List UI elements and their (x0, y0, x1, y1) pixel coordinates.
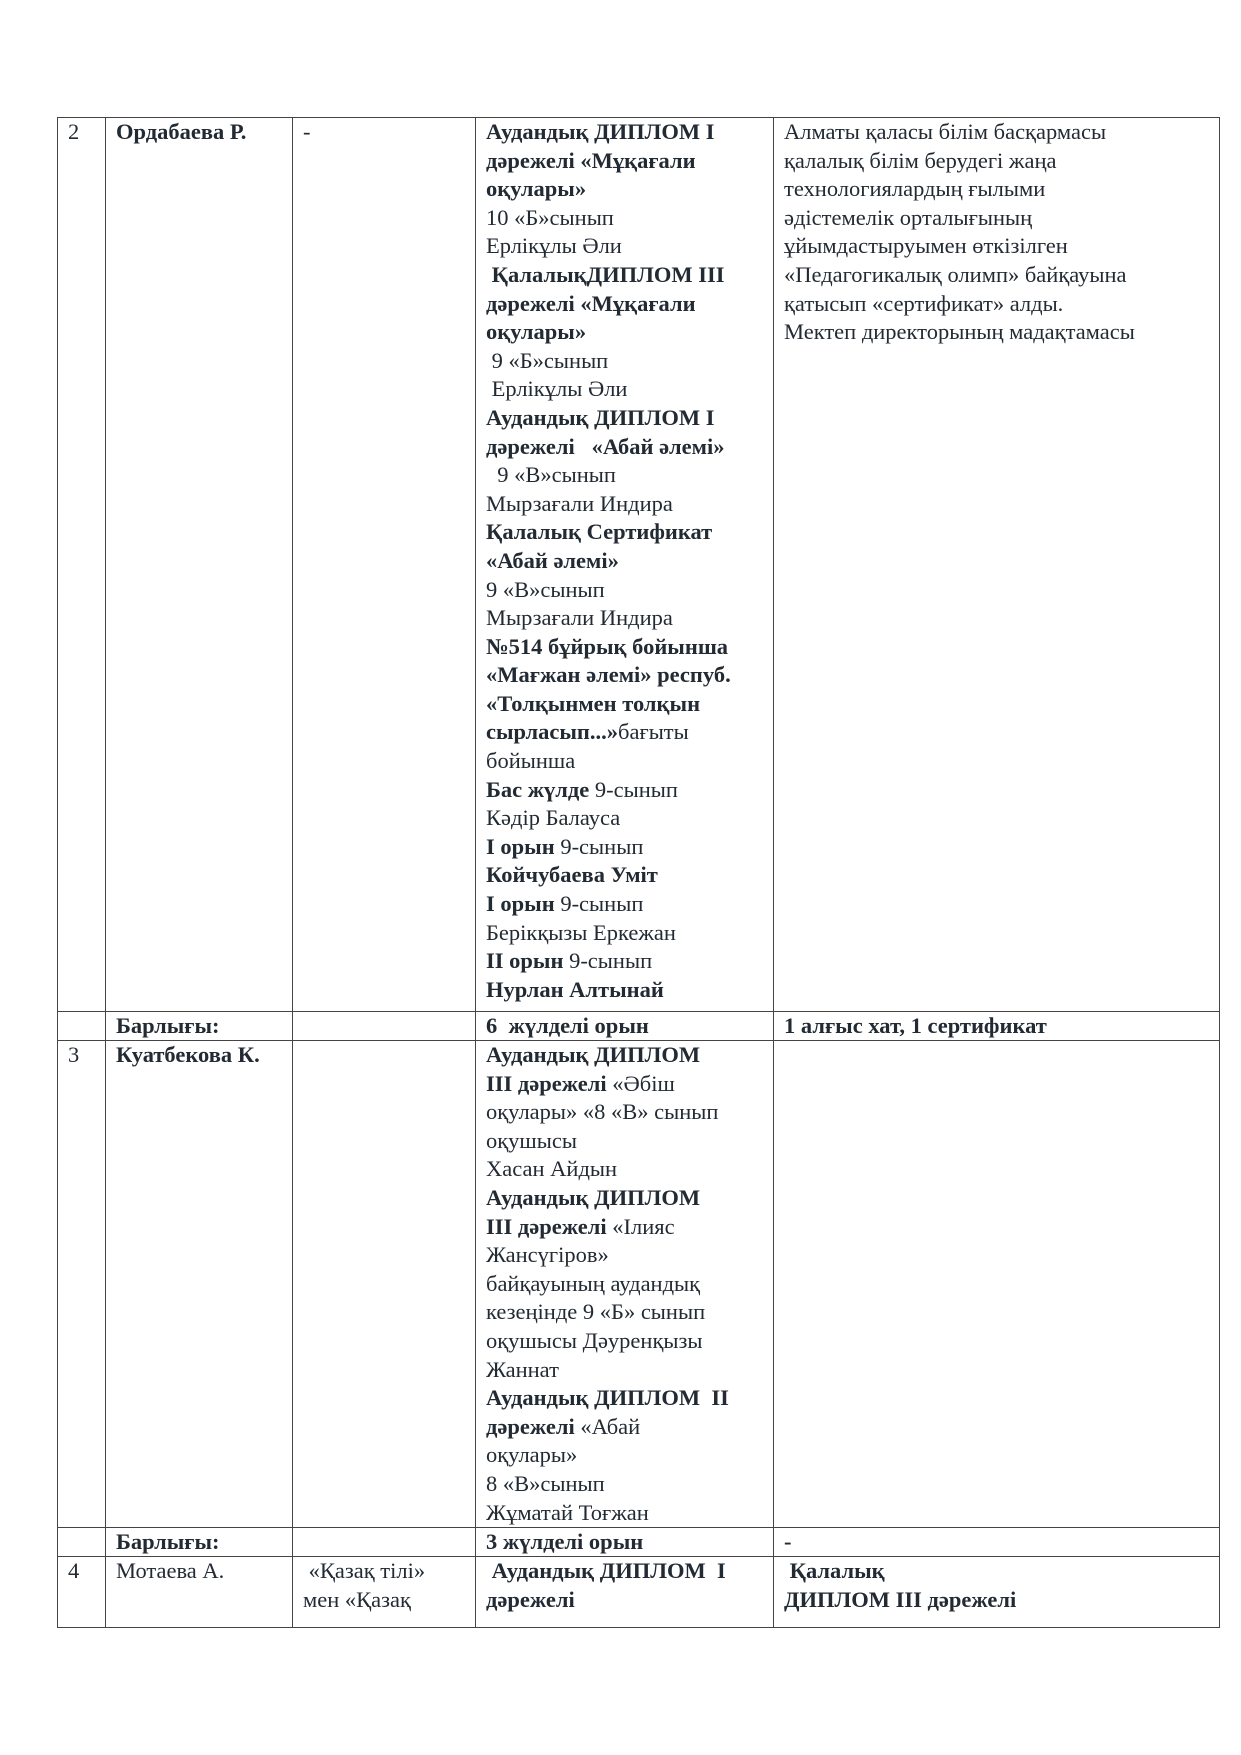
bold-text: дәрежелі «Абай әлемі» (486, 433, 725, 459)
regular-text: 9-сынып (554, 891, 644, 917)
bold-text: Аудандық ДИПЛОМ І (486, 404, 715, 430)
text-line (486, 1384, 763, 1413)
total-other: 1 алғыс хат, 1 сертификат (774, 1012, 1220, 1041)
student-achievements-cell (476, 1041, 774, 1528)
bold-text: Қалалық Сертификат (486, 519, 713, 545)
text-line: әдістемелік орталығының (784, 204, 1033, 230)
text-line (486, 1213, 763, 1242)
text-line (486, 1441, 763, 1470)
regular-text: оқулары» «8 «В» сынып (486, 1099, 719, 1125)
regular-text: Кәдір Балауса (486, 805, 621, 831)
text-line (486, 1127, 763, 1156)
regular-text: «Ілияс (606, 1213, 675, 1239)
regular-text: 8 «В»сынып (486, 1470, 605, 1496)
text-line (486, 290, 763, 319)
bold-text: Нурлан Алтынай (486, 976, 664, 1002)
text-line (486, 604, 763, 633)
text-line (486, 690, 763, 719)
table-row (58, 1041, 1220, 1528)
text-line: Мектеп директорының мадақтамасы (784, 319, 1135, 345)
teacher-name: Ордабаева Р. (106, 118, 293, 1012)
text-line (486, 1413, 763, 1442)
regular-text: оқушысы Дәуренқызы (486, 1327, 703, 1353)
row-number (58, 1012, 106, 1041)
regular-text: 9-сынып (554, 833, 644, 859)
total-row (58, 1012, 1220, 1041)
regular-text: Жансүгіров» (486, 1242, 609, 1268)
text-line: мен «Қазақ (303, 1586, 411, 1612)
regular-text: оқулары» (486, 1442, 578, 1468)
text-line (486, 461, 763, 490)
row-number: 4 (58, 1557, 106, 1628)
other-achievements-cell (774, 1041, 1220, 1528)
bold-text: оқулары» (486, 176, 587, 202)
regular-text: 9 «В»сынып (486, 462, 616, 488)
text-line (784, 1586, 1209, 1615)
bold-text: «Мағжан әлемі» респуб. (486, 662, 731, 688)
student-achievements-cell (476, 118, 774, 1012)
text-line (486, 1499, 763, 1528)
bold-text: №514 бұйрық бойынша (486, 633, 729, 659)
text-line (486, 718, 763, 747)
text-line (486, 490, 763, 519)
row-number: 3 (58, 1041, 106, 1528)
bold-text: Қалалық (784, 1558, 885, 1584)
text-line (784, 1557, 1209, 1586)
text-line: қалалық білім берудегі жаңа (784, 147, 1057, 173)
text-line (486, 804, 763, 833)
text-line: «Қазақ тілі» (303, 1558, 426, 1584)
text-line (486, 318, 763, 347)
regular-text: «Абай (574, 1413, 641, 1439)
bold-text: Койчубаева Уміт (486, 862, 658, 888)
bold-text: Аудандық ДИПЛОМ І (486, 1558, 726, 1584)
bold-text: ҚалалықДИПЛОМ ІІІ (486, 261, 725, 287)
text-line (486, 232, 763, 261)
subject-cell (293, 1528, 476, 1557)
text-line: технологиялардың ғылыми (784, 176, 1046, 202)
text-line (486, 1070, 763, 1099)
regular-text: «Әбіш (606, 1070, 675, 1096)
total-achievements: 3 жүлделі орын (476, 1528, 774, 1557)
regular-text: Хасан Айдын (486, 1156, 618, 1182)
regular-text: Жаннат (486, 1356, 559, 1382)
total-label: Барлығы: (106, 1528, 293, 1557)
text-line (486, 661, 763, 690)
bold-text: дәрежелі (486, 1586, 575, 1612)
text-line (486, 976, 763, 1005)
regular-text: 10 «Б»сынып (486, 204, 614, 230)
row-number: 2 (58, 118, 106, 1012)
text-line (486, 919, 763, 948)
text-line (486, 1557, 763, 1586)
text-line (486, 890, 763, 919)
regular-text: 9 «В»сынып (486, 576, 605, 602)
bold-text: Аудандық ДИПЛОМ ІІ (486, 1385, 729, 1411)
text-line (486, 375, 763, 404)
text-line (486, 833, 763, 862)
bold-text: Бас жүлде (486, 776, 590, 802)
bold-text: «Абай әлемі» (486, 547, 619, 573)
teacher-name: Мотаева А. (106, 1557, 293, 1628)
regular-text: оқушысы (486, 1127, 577, 1153)
bold-text: І орын (486, 891, 555, 917)
subject-cell: - (293, 118, 476, 1012)
table-row (58, 118, 1220, 1012)
text-line (486, 1586, 763, 1615)
text-line (486, 1241, 763, 1270)
other-achievements-cell (774, 1557, 1220, 1628)
regular-text: Жұматай Тоғжан (486, 1499, 649, 1525)
text-line (486, 204, 763, 233)
regular-text: бойынша (486, 748, 576, 774)
text-line: қатысып «сертификат» алды. (784, 290, 1064, 316)
bold-text: Аудандық ДИПЛОМ І (486, 119, 715, 144)
bold-text: дәрежелі «Мұқағали (486, 147, 696, 173)
text-line (486, 547, 763, 576)
text-line (486, 1155, 763, 1184)
text-line (486, 776, 763, 805)
table-row (58, 1557, 1220, 1628)
regular-text: бағыты (618, 719, 689, 745)
regular-text: Ерлікұлы Әли (486, 233, 622, 259)
bold-text: ДИПЛОМ ІІІ дәрежелі (784, 1586, 1017, 1612)
bold-text: І орын (486, 833, 555, 859)
row-number (58, 1528, 106, 1557)
total-achievements: 6 жүлделі орын (476, 1012, 774, 1041)
text-line (486, 1270, 763, 1299)
regular-text: 9 «Б»сынып (486, 347, 609, 373)
bold-text: Аудандық ДИПЛОМ (486, 1184, 701, 1210)
text-line (486, 1327, 763, 1356)
bold-text: «Толқынмен толқын (486, 690, 701, 716)
text-line (486, 518, 763, 547)
text-line (486, 147, 763, 176)
text-line (486, 1470, 763, 1499)
regular-text: Ерлікұлы Әли (486, 376, 628, 402)
text-line: «Педагогикалық олимп» байқауына (784, 261, 1127, 287)
regular-text: байқауының аудандық (486, 1270, 701, 1296)
regular-text: 9-сынып (563, 948, 653, 974)
text-line (486, 861, 763, 890)
achievements-table (57, 117, 1220, 1628)
text-line (486, 118, 763, 147)
bold-text: Аудандық ДИПЛОМ (486, 1042, 701, 1067)
teacher-name: Куатбекова К. (106, 1041, 293, 1528)
regular-text: Мырзағали Индира (486, 605, 673, 631)
regular-text: 9-сынып (589, 776, 678, 802)
bold-text: дәрежелі «Мұқағали (486, 290, 696, 316)
text-line (486, 747, 763, 776)
regular-text: Мырзағали Индира (486, 490, 673, 516)
subject-cell (293, 1041, 476, 1528)
bold-text: ІІІ дәрежелі (486, 1213, 607, 1239)
student-achievements-cell (476, 1557, 774, 1628)
subject-cell (293, 1557, 476, 1628)
text-line: Алматы қаласы білім басқармасы (784, 119, 1107, 144)
other-achievements-cell (774, 118, 1220, 1012)
text-line (486, 261, 763, 290)
text-line (486, 175, 763, 204)
text-line: ұйымдастыруымен өткізілген (784, 233, 1068, 259)
regular-text: кезеңінде 9 «Б» сынып (486, 1299, 706, 1325)
text-line (486, 633, 763, 662)
total-row (58, 1528, 1220, 1557)
text-line (486, 1098, 763, 1127)
subject-cell (293, 1012, 476, 1041)
bold-text: дәрежелі (486, 1413, 575, 1439)
bold-text: ІІІ дәрежелі (486, 1070, 607, 1096)
text-line (486, 404, 763, 433)
text-line (486, 1184, 763, 1213)
bold-text: ІІ орын (486, 948, 564, 974)
text-line (486, 1298, 763, 1327)
text-line (486, 1356, 763, 1385)
total-other: - (774, 1528, 1220, 1557)
document-page (57, 117, 1220, 1628)
total-label: Барлығы: (106, 1012, 293, 1041)
text-line (486, 433, 763, 462)
text-line (486, 947, 763, 976)
bold-text: оқулары» (486, 319, 587, 345)
regular-text: Берікқызы Еркежан (486, 919, 676, 945)
text-line (486, 347, 763, 376)
bold-text: сырласып...» (486, 719, 619, 745)
text-line (486, 1041, 763, 1070)
text-line (486, 576, 763, 605)
